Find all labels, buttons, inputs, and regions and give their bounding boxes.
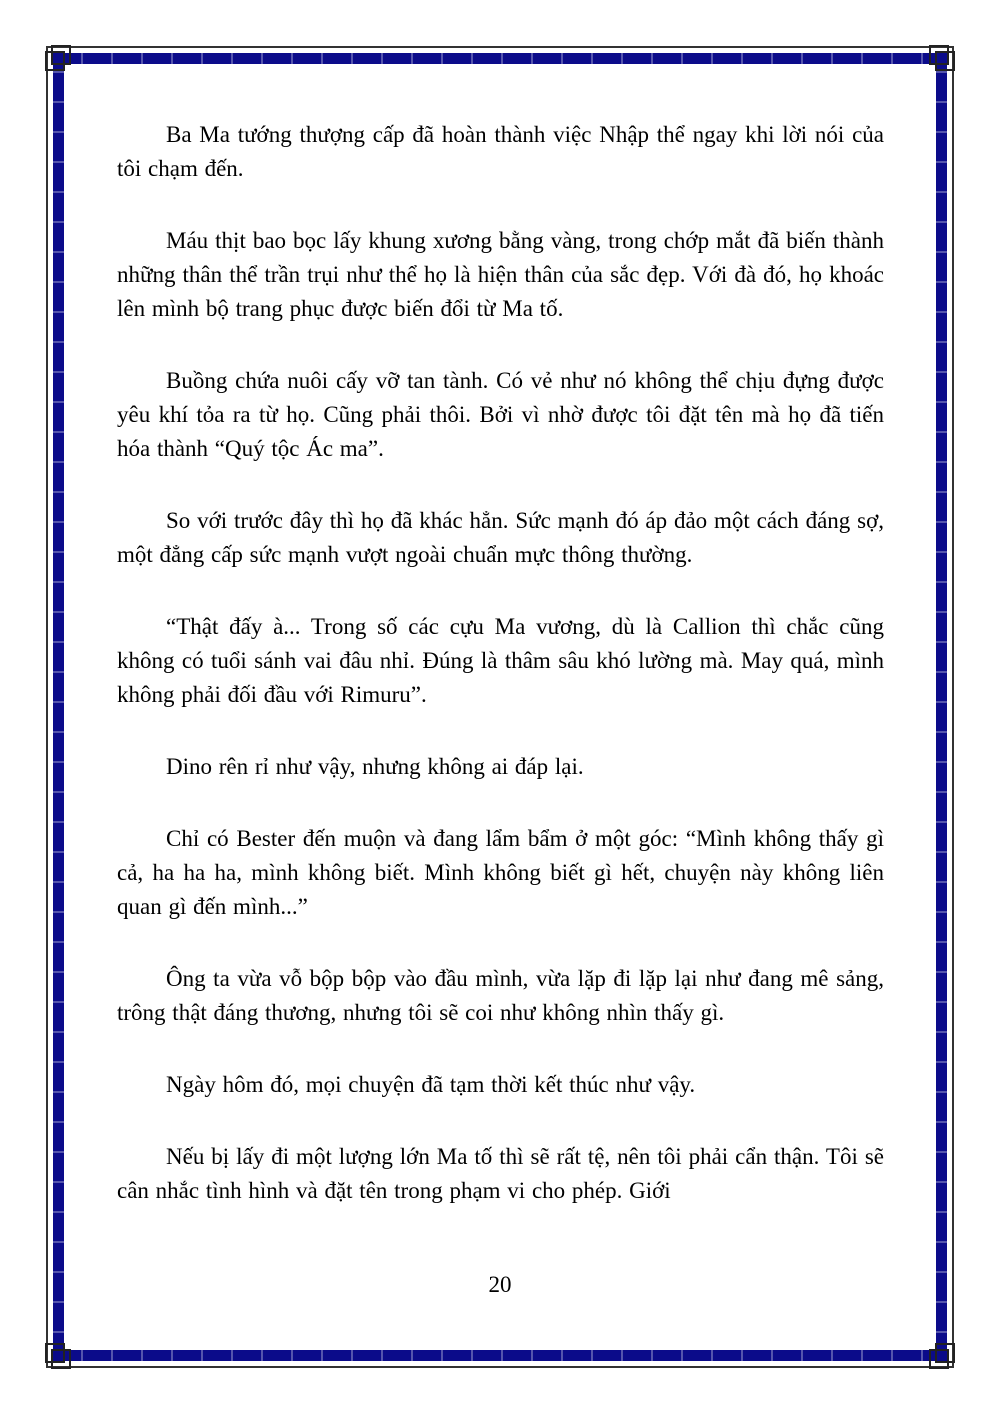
- page-text-block: [117, 118, 884, 1246]
- page-border-band-top: [53, 53, 947, 64]
- corner-ornament-top-left-lower-square: [45, 51, 65, 71]
- paragraph: Nếu bị lấy đi một lượng lớn Ma tố thì sẽ rất tệ, nên tôi phải cẩn thận. Tôi sẽ cân nhắc tình hình và đặt tên trong phạm vi cho phép. Giới: [117, 1144, 884, 1203]
- paragraph: Ba Ma tướng thượng cấp đã hoàn thành việc Nhập thể ngay khi lời nói của tôi chạm đến.: [117, 122, 884, 181]
- paragraph: Buồng chứa nuôi cấy vỡ tan tành. Có vẻ như nó không thể chịu đựng được yêu khí tỏa ra từ họ. Cũng phải thôi. Bởi vì nhờ được tôi đặt tên mà họ đã tiến hóa thành “Quý tộc Ác ma”.: [117, 368, 884, 461]
- paragraph: Máu thịt bao bọc lấy khung xương bằng vàng, trong chớp mắt đã biến thành những thân thể trần trụi như thể họ là hiện thân của sắc đẹp. Với đà đó, họ khoác lên mình bộ trang phục được biến đổi từ Ma tố.: [117, 228, 884, 321]
- page-border-band-left: [53, 53, 64, 1361]
- corner-ornament-bottom-right-lower-square: [935, 1343, 955, 1363]
- paragraph: Ông ta vừa vỗ bộp bộp vào đầu mình, vừa lặp đi lặp lại như đang mê sảng, trông thật đáng thương, nhưng tôi sẽ coi như không nhìn thấy gì.: [117, 966, 884, 1025]
- page-number: 20: [488, 1272, 512, 1297]
- paragraph: Dino rên rỉ như vậy, nhưng không ai đáp lại.: [166, 754, 584, 779]
- paragraph: “Thật đấy à... Trong số các cựu Ma vương, dù là Callion thì chắc cũng không có tuổi sánh vai đâu nhỉ. Đúng là thâm sâu khó lường mà. May quá, mình không phải đối đầu với Rimuru”.: [117, 614, 884, 707]
- corner-ornament-top-right-lower-square: [935, 51, 955, 71]
- page-border-band-right: [936, 53, 947, 1361]
- corner-ornament-bottom-left-lower-square: [45, 1343, 65, 1363]
- paragraph: Chỉ có Bester đến muộn và đang lẩm bẩm ở một góc: “Mình không thấy gì cả, ha ha ha, mình không biết. Mình không biết gì hết, chuyện này không liên quan gì đến mình...”: [117, 826, 884, 919]
- page-border-band-bottom: [53, 1350, 947, 1361]
- paragraph: So với trước đây thì họ đã khác hẳn. Sức mạnh đó áp đảo một cách đáng sợ, một đẳng cấp sức mạnh vượt ngoài chuẩn mực thông thường.: [117, 508, 884, 567]
- paragraph: Ngày hôm đó, mọi chuyện đã tạm thời kết thúc như vậy.: [166, 1072, 696, 1097]
